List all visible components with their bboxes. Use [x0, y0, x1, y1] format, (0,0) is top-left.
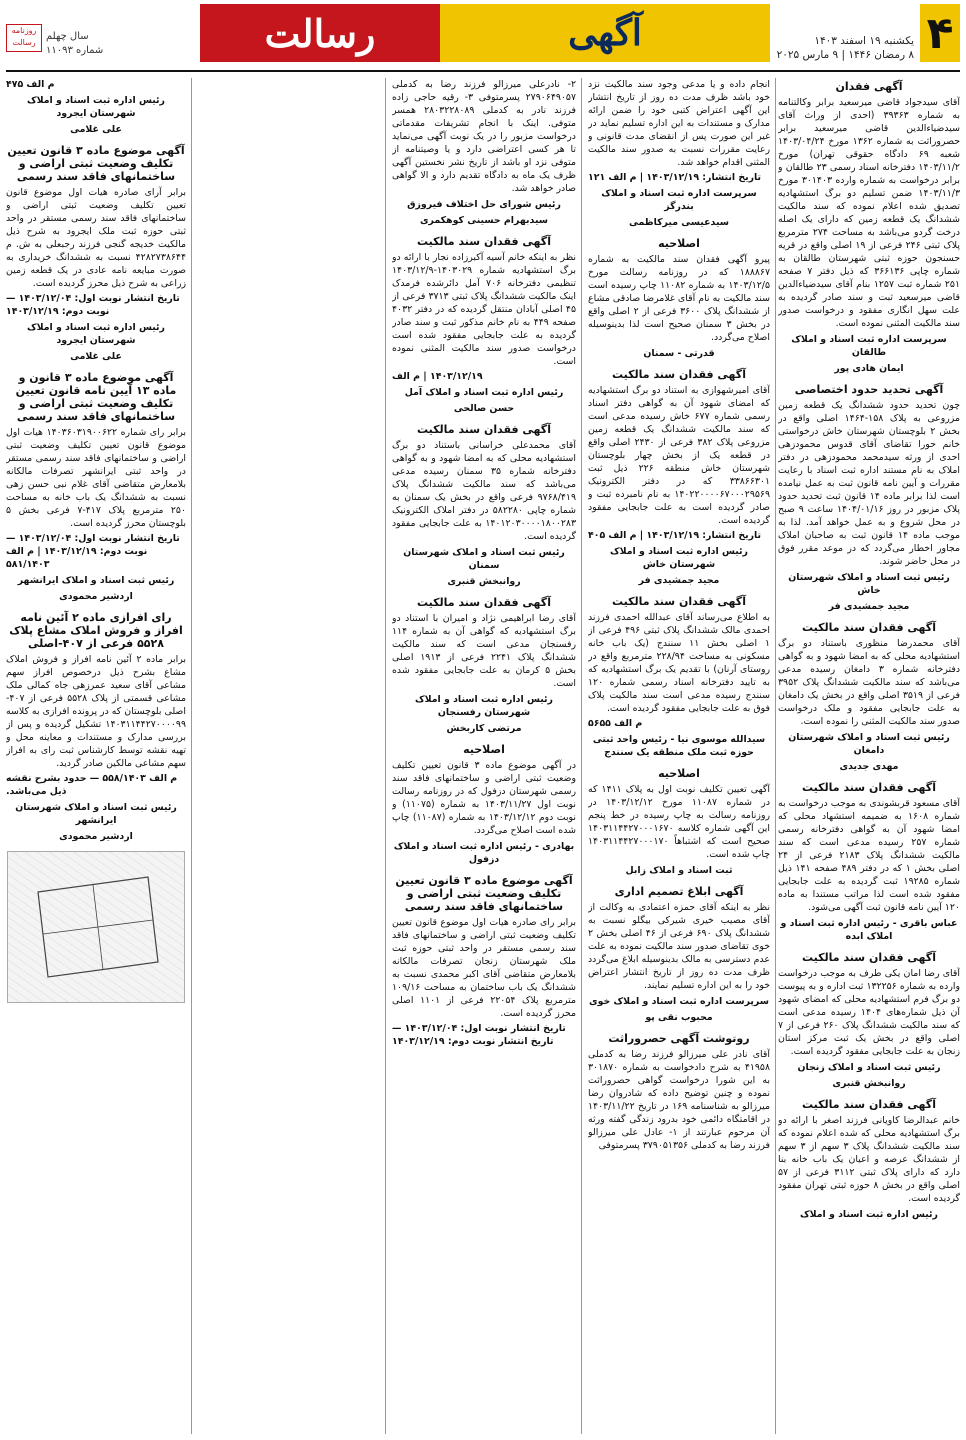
notice: [588, 595, 770, 759]
notice-title: روتوشت آگهی حصروراثت: [608, 1032, 750, 1045]
column-3: [392, 78, 576, 1434]
notice-signer-name: علی غلامی: [70, 124, 122, 135]
notice-signer-name: ایمان هادی پور: [834, 363, 904, 374]
notice: [778, 781, 960, 943]
notice-code: تاریخ انتشار: ۱۴۰۳/۱۲/۱۹ | م الف ۴۰۵: [588, 530, 762, 541]
mini-logo: روزنامه رسالت: [6, 24, 42, 52]
notice-signature: رئیس ثبت اسناد و املاک شهرستان خاش: [788, 572, 950, 596]
notice-signer-name: مجید جمشیدی فر: [828, 601, 910, 612]
notice-body: برابر آرای صادره هیات اول موضوع قانون تعیین تکلیف وضعیت ثبتی اراضی و ساختمانهای فاقد سند رسمی مستقر در واحد ثبتی حوزه ثبت ملک ایجرود به شرح ذیل مالکیت خدیجه گنجی فرزند رجبعلی به ش. م ۴۲۸۲۷۳۸۶۴۴ نسبت به ششدانگ خریداری به صورت مبایعه نامه عادی در یک قطعه زمین زراعی به شرح ذیل محرز گردیده است.: [6, 187, 186, 289]
notice-title: آگهی موضوع ماده ۳ قانون و ماده ۱۳ آیین نامه قانون تعیین تکلیف وضعیت ثبتی اراضی و ساختمانهای فاقد سند رسمی: [15, 371, 177, 423]
notice: [6, 611, 186, 843]
notice-title: آگهی فقدان سند مالکیت: [802, 781, 936, 794]
notice: [392, 596, 576, 735]
notice: [778, 80, 960, 375]
notice-signature: سرپرست اداره ثبت اسناد و املاک خوی: [589, 996, 769, 1007]
notice-signer-name: علی غلامی: [70, 351, 122, 362]
parcel-map-image: [7, 851, 185, 1003]
column-4: [196, 78, 378, 1434]
notice-title: اصلاحیه: [658, 237, 700, 250]
date-block: [777, 34, 914, 62]
notice-body: پیرو آگهی فقدان سند مالکیت به شماره ۱۸۸۸۶۷ که در روزنامه رسالت مورخ ۱۴۰۳/۱۲/۵ به شماره ۱۱۰۸۲ چاپ رسیده است سند مالکیت به نام آقای غلامرضا صادقی مشاع از ششدانگ پلاک ۳۶۰۰ فرعی از ۲ اصلی واقع در بخش ۳ سمنان صحیح است لذا بدینوسیله اصلاح می‌گردد.: [588, 254, 770, 343]
notice-signature: رئیس اداره ثبت اسناد و املاک شهرستان رفسنجان: [415, 694, 553, 718]
notice-title: آگهی فقدان سند مالکیت: [802, 951, 936, 964]
notice-signer-name: سیدبهرام حسینی کوهکمری: [419, 215, 549, 226]
column-separator: [191, 78, 192, 1434]
year-line: سال چهلم: [46, 31, 89, 42]
notice-body: برابر ماده ۲ آئین نامه افراز و فروش املاک مشاع بشرح ذیل درخصوص افراز سهم مشاعی آقای سعید عمرزهی جاه کمالی ملک مشاعی قسمتی از پلاک ۵۵۲۸ فرعی از ۴۰۷-اصلی بلوچستان که در پرونده افرازی به کلاسه ۱۴۰۳۱۱۴۴۲۷۰۰۰۰۹۹ تشکیل گردیده و پس از بررسی مدارک و مستندات و معاینه محل و تهیه نقشه توسط کارشناس ثبت رای به افراز سهم مشاعی مالکین صادر گردید.: [6, 654, 186, 769]
notice-signature: عباس باقری - رئیس اداره ثبت اسناد و املاک ابده: [780, 918, 958, 942]
notice: [392, 78, 576, 227]
notice-signature: رئیس ثبت اسناد و املاک ایرانشهر: [17, 575, 175, 586]
notice-title: آگهی تحدید حدود اختصاصی: [794, 383, 944, 396]
notice-signature: رئیس ثبت اسناد و املاک زنجان: [797, 1062, 941, 1073]
logo-text: رسالت: [264, 10, 376, 56]
notice-title: آگهی موضوع ماده ۳ قانون تعیین تکلیف وضعیت ثبتی اراضی و ساختمانهای فاقد سند رسمی: [395, 874, 573, 913]
notice-signature: بهادری - رئیس اداره ثبت اسناد و املاک دزفول: [393, 841, 575, 865]
column-1: [778, 78, 960, 1434]
notice-signature: رئیس اداره ثبت اسناد و املاک شهرستان ایجرود: [27, 322, 165, 346]
notice: [588, 885, 770, 1024]
notice-signature: رئیس اداره ثبت اسناد و املاک آمل: [404, 387, 564, 398]
column-5: [6, 78, 186, 1434]
notice-title: آگهی فقدان سند مالکیت: [802, 1098, 936, 1111]
section-title: آگهی: [568, 12, 642, 54]
masthead: [0, 0, 966, 72]
notice: [392, 423, 576, 588]
notice-signer-name: مرتضی کاربخش: [446, 723, 522, 734]
notice-signer-name: اردشیر محمودی: [59, 591, 133, 602]
notice-code: تاریخ انتشار نوبت اول: ۱۴۰۳/۱۲/۰۴ — نوبت دوم: ۱۴۰۳/۱۲/۱۹ | م الف ۵۸۱/۱۴۰۳: [6, 533, 180, 570]
notice-title: آگهی ابلاغ تصمیم اداری: [614, 885, 744, 898]
masthead-rule: [6, 70, 960, 72]
section-banner: [440, 4, 770, 62]
notice-signature: رئیس اداره ثبت اسناد و املاک شهرستان خاش: [610, 546, 748, 570]
notice: [392, 743, 576, 866]
notice-signer-name: حسن صالحی: [453, 403, 515, 414]
notice-signature: قدرتی - سمنان: [643, 348, 715, 359]
notice: [588, 78, 770, 229]
notice-title: رای افرازی ماده ۲ آئین نامه افراز و فروش املاک مشاع پلاک ۵۵۲۸ فرعی از ۴۰۷-اصلی: [9, 611, 183, 650]
notice-body: آقای رضا ابراهیمی نژاد و امیران با استناد دو برگ استشهادیه که گواهی آن به شماره ۱۱۴ رفسنجان مدعی است که سند مالکیت ششدانگ پلاک ۲۲۴۱ فرعی از ۱۹۱۳ اصلی بخش ۵ کرمان به علت جابجایی مفقود شده است.: [392, 613, 576, 689]
notice-title: آگهی فقدان سند مالکیت: [417, 235, 551, 248]
notice: [778, 621, 960, 773]
notice-code: ۱۴۰۳/۱۲/۱۹ | م الف: [392, 371, 483, 382]
notice: [6, 371, 186, 603]
notice: [392, 874, 576, 1048]
notice: [392, 235, 576, 415]
notice-signer-name: مجید جمشیدی فر: [638, 575, 720, 586]
notice-title: آگهی فقدان سند مالکیت: [417, 423, 551, 436]
notice-body: نظر به اینکه آقای حمزه اعتمادی به وکالت از آقای مصیب خیری شیرکی بیگلو نسبت به ششدانگ پلاک ۶۹۰ فرعی از ۴۶ اصلی بخش ۲ خوی تقاضای صدور سند مالکیت نموده به علت عدم دسترسی به مالک بدینوسیله ابلاغ می‌گردد ظرف مدت ده روز از تاریخ انتشار اعتراض خود را به این اداره تسلیم نمایند.: [588, 902, 770, 991]
notice-title: آگهی فقدان سند مالکیت: [612, 595, 746, 608]
notice-body: آقای امیرشهوازی به استناد دو برگ استشهادیه که امضای شهود آن به گواهی دفتر اسناد رسمی شماره ۶۷۷ خاش رسیده مدعی است که سند مالکیت ششدانگ یک قطعه زمین مزروعی پلاک ۳۸۲ فرعی از ۲۴۳۰ اصلی واقع در قطعه یک از بخش چهار بلوچستان شهرستان خاش منطقه ۲۲۶ ذیل ثبت ۳۳۸۶۶۳۰۱ که در دفتر الکترونیک ۱۴۰۲۲۰۰۰۰۶۷۰۰۰۲۹۵۶۹ به نام نامبرده ثبت و صادر گردیده است به علت جابجایی مفقود گردیده است.: [588, 385, 770, 526]
notice-title: آگهی فقدان سند مالکیت: [802, 621, 936, 634]
column-2: [588, 78, 770, 1434]
notice-body: در آگهی موضوع ماده ۳ قانون تعیین تکلیف وضعیت ثبتی اراضی و ساختمانهای فاقد سند رسمی شهرستان دزفول که در روزنامه رسالت نوبت اول ۱۴۰۳/۱۱/۲۷ به شماره (۱۱۰۷۵) و نوبت دوم ۱۴۰۳/۱۲/۱۲ به شماره (۱۱۰۸۷) چاپ شده است اصلاح می‌گردد.: [392, 760, 576, 836]
notice-body: چون تحدید حدود ششدانگ یک قطعه زمین مزروعی به پلاک ۱۵۸-۱۴۶۴ اصلی واقع در بخش ۲ بلوچستان شهرستان خاش درخواستی خانم حورا تقاضای آقای قدوس محمودزهی احدی از ورثه سیدمحمد محمودزهی در دفتر املاک به نام مستند اداره ثبت اسناد با رعایت مقررات و آیین نامه قانون ثبت به عمل نیامده است لذا برابر ماده ۱۴ قانون ثبت تحدید حدود پلاک مزبور در روز ۱۴۰۴/۰۱/۱۶ ساعت ۹ صبح در محل شروع و به عمل خواهد آمد. لذا به موجب ماده ۱۴ قانون ثبت به صاحبان املاک مجاور اخطار می‌گردد که در موعد مقرر فوق در محل حاضر شوند.: [778, 400, 960, 567]
notice-body: خانم عبدالرضا کاویانی فرزند اصغر با ارائه دو برگ استشهادیه محلی که شده اعلام نموده که سند مالکیت ششدانگ پلاک ۳ سهم از ۳ سهم از ششدانگ عرصه و اعیان یک باب خانه بنا دارد که دارای پلاک ثبتی ۳۱۱۲ فرعی از ۵۷ اصلی واقع در بخش ۸ حوزه ثبتی تهران مفقود گردیده است.: [778, 1115, 960, 1204]
notice-title: آگهی فقدان: [835, 80, 903, 93]
notice: [588, 767, 770, 877]
notice-title: آگهی فقدان سند مالکیت: [612, 368, 746, 381]
notice: [588, 1032, 770, 1152]
notice-body: آقای محمدعلی خراسانی باستناد دو برگ استشهادیه محلی که به امضا شهود و به گواهی دفترخانه شماره ۳۵ سمنان رسیده مدعی می‌باشد که سند مالکیت ششدانگ پلاک ۹۷۶۸/۴۱۹ فرعی واقع در بخش یک سمنان به شماره چاپی ۵۸۲۲۸۰ در دفتر املاک الکترونیک ۱۴۰۱۲۰۳۰۰۰۰۱۸۰۰۲۸۳ به علت جابجایی مفقود گردیده است.: [392, 440, 576, 542]
notice-signer-name: روانبخش قنبری: [447, 576, 521, 587]
notice-body: ۲- نادرعلی میرزالو فرزند رضا به کدملی ۲۷۹۰۶۴۹۰۵۷ پسرمتوفی ۳- رقیه حاجی زاده فرزند نادر به کدملی ۲۸۰۳۲۲۸۰۸۹ همسر متوفی. اینک با انجام تشریفات مقدماتی درخواست مزبور را در یک نوبت آگهی می‌نماید تا هر کسی اعتراضی دارد و یا وصیتنامه از متوفی نزد او باشد از تاریخ نشر نخستین آگهی ظرف یک ماه به دادگاه تقدیم دارد و الا گواهی صادر خواهد شد.: [392, 79, 576, 194]
notice-body: آقای محمدرضا منظوری باستناد دو برگ استشهادیه محلی که به امضا شهود و به گواهی دفترخانه شماره ۳ دامغان رسیده مدعی می‌باشد که سند مالکیت ششدانگ پلاک ۳۹۵۲ فرعی از ۳۵۱۹ اصلی واقع در بخش یک دامغان به علت جابجایی مفقود و ملک درخواست صدور سند مالکیت المثنی را نموده است.: [778, 638, 960, 727]
notice-signature: رئیس ثبت اسناد و املاک شهرستان سمنان: [403, 547, 565, 571]
notice-signature: سرپرست اداره ثبت اسناد و املاک بندرگز: [601, 188, 757, 212]
notice-code: م الف ۴۷۵: [6, 79, 55, 90]
notice-code: م الف ۵۶۵۵: [588, 718, 643, 729]
notice-signer-name: روانبخش قنبری: [832, 1078, 906, 1089]
notice: [778, 1098, 960, 1221]
notice-body: آقای رضا امان یکی طرف به موجب درخواست وارده به شماره ۱۳۲۲۵۶ ثبت اداره و به پیوست دو برگ فرم استشهادیه محلی که امضای شهود آن ذیل شماره‌های ۱۴۰۴ رسیده مدعی است که سند مالکیت ششدانگ پلاک ۲۶۰ فرعی از ۷ اصلی واقع در بخش یک ثبت مرکز استان زنجان به علت جابجایی مفقود گردیده است.: [778, 968, 960, 1057]
notice-signer-name: اردشیر محمودی: [59, 831, 133, 842]
notice-signature: رئیس شورای حل اختلاف فیروزق: [407, 199, 561, 210]
notice-body: انجام داده و یا مدعی وجود سند مالکیت نزد خود باشد ظرف مدت ده روز از تاریخ انتشار این آگهی اعتراض کتبی خود را ضمن ارائه مدارک و مستندات به این اداره تسلیم نماید در غیر این صورت پس از انقضای مدت قانونی و رعایت مقررات نسبت به صدور سند مالکیت المثنی اقدام خواهد شد.: [588, 79, 770, 168]
notice-signature: رئیس اداره ثبت اسناد و املاک شهرستان ایجرود: [27, 95, 165, 119]
notice-body: نظر به اینکه خانم آسیه آکبرزاده نجار با ارائه دو برگ استشهادیه شماره ۱۴۰۳۰۲۹-۱۴۰۳/۱۲/۹ تنظیمی دفترخانه ۷۰۶ آمل دائرشده فرمدک اینک مالکیت ششدانگ پلاک ثبتی ۳۷۱۳ فرعی از ۴۵ اصلی آبادان منتقل گردیده که در دفتر ۴۰۳۲ صفحه ۴۴۹ به نام خانم مذکور ثبت و سند صادر گردیده به علت جابجایی مفقود شده است درخواست صدور سند مالکیت المثنی نموده است.: [392, 252, 576, 367]
notice: [778, 383, 960, 613]
notice-code: تاریخ انتشار نوبت اول: ۱۴۰۳/۱۲/۰۴ — تاریخ انتشار نوبت دوم: ۱۴۰۳/۱۲/۱۹: [392, 1023, 566, 1047]
notice-body: آقای سیدجواد قاضی میرسعید برابر وکالتنامه به شماره ۳۹۳۶۳ (احدی از وراث آقای سیدضیاءالدین قاضی میرسعید برابر حصروراثت به شماره ۱۳۶۲ مورخ ۱۴۰۳/۰۴/۲۴ شعبه ۶۹ دادگاه حقوقی تهران) مورخ ۱۴۰۳/۱۱/۲ دفترخانه اسناد رسمی ۲۳ طالقان و برابر درخواست به شماره وارده ۳۰۱۴۰۳ مورخ ۱۴۰۳/۱۱/۳ ضمن تسلیم دو برگ استشهادیه تصدیق شده اعلام نموده که سند مالکیت ششدانگ یک قطعه زمین که دارای یک اصله درخت گردو می‌باشد به مساحت ۲۷۴ مترمربع پلاک ثبتی ۲۴۶ فرعی از ۱۹ اصلی واقع در قریه حسنجون حوزه ثبتی شهرستان طالقان به شماره چاپی ۳۶۶۱۳۶ که ذیل دفتر ۷ صفحه ۲۵۱ شماره ثبت ۱۲۵۷ بنام آقای سیدضیاءالدین قاضی میرسعید ثبت و سند صادر گردیده به علت سهل انگاری مفقود و درخواست صدور سند مالکیت المثنی نموده است.: [778, 97, 960, 329]
notice-signature: سیدالله موسوی نیا - رئیس واحد ثبتی حوزه ثبت ملک منطقه یک سنندج: [592, 734, 766, 758]
notice: [588, 368, 770, 587]
notice-title: اصلاحیه: [658, 767, 700, 780]
notice-title: آگهی فقدان سند مالکیت: [417, 596, 551, 609]
notice-signer-name: محبوب نقی پو: [645, 1012, 713, 1023]
notice-body: آقای مسعود قربشوندی به موجب درخواست به شماره ۱۶۰۸ به ضمیمه استشهاد محلی که امضا شهود آن به گواهی دفترخانه رسمی شماره ۲۵۷ رسیده مدعی است که سند مالکیت ششدانگ پلاک ۲۱۸۳ فرعی از ۲۴ اصلی بخش ۱ که در دفتر ۴۸۹ صفحه ۱۴۱ ذیل شماره ۱۹۲۸۵ ثبت گردیده به علت جابجایی مفقود شده است لذا مراتب مستندا به ماده ۱۲۰ آیین نامه قانون ثبت آگهی می‌شود.: [778, 798, 960, 913]
notice-signature: سرپرست اداره ثبت اسناد و املاک طالقان: [791, 334, 947, 358]
notice-signer-name: مهدی جدیدی: [839, 761, 899, 772]
notice-body: برابر رای صادره هیات اول موضوع قانون تعیین تکلیف وضعیت ثبتی اراضی و ساختمانهای فاقد سند رسمی مستقر در واحد ثبتی حوزه ثبت ملک شهرستان زنجان تصرفات مالکانه بلامعارض متقاضی آقای اکبر محمدی نسبت به ششدانگ یک باب ساختمان به مساحت ۱۰۹/۱۶ مترمربع پلاک ۲۲۰۵۴ فرعی از ۱۱۰۱ اصلی محرز گردیده است.: [392, 917, 576, 1019]
notice-title: اصلاحیه: [463, 743, 505, 756]
newspaper-logo: [200, 4, 440, 62]
notice-code: م الف ۵۵۸/۱۴۰۳ — حدود بشرح نقشه ذیل می‌باشد.: [6, 773, 178, 797]
notice-signature: ثبت اسناد و املاک زابل: [625, 865, 733, 876]
issue-line: شماره ۱۱۰۹۳: [46, 45, 104, 56]
notice-signature: رئیس ثبت اسناد و املاک شهرستان دامغان: [788, 732, 950, 756]
column-separator: [775, 78, 776, 1434]
column-separator: [385, 78, 386, 1434]
notice-body: برابر رای شماره ۱۴۰۳۶۰۳۱۹۰۰۶۲۲ هیات اول موضوع قانون تعیین تکلیف وضعیت ثبتی اراضی و ساختمانهای فاقد سند رسمی مستقر در واحد ثبتی ایرانشهر تصرفات مالکانه بلامعارض متقاضی آقای غلام نبی حسن زهی نسبت به ششدانگ یک باب خانه به مساحت ۲۵۰ مترمربع پلاک ۴۱۷-۷ فرعی بخش ۵ بلوچستان محرز گردیده است.: [6, 427, 186, 529]
column-separator: [581, 78, 582, 1434]
notice: [6, 144, 186, 363]
notice-body: آگهی تعیین تکلیف نوبت اول به پلاک ۱۴۱۱ که در شماره ۱۱۰۸۷ مورخ ۱۴۰۳/۱۲/۱۲ در روزنامه رسالت به چاپ رسیده در خط پنجم این آگهی شماره کلاسه ۱۴۰۳۱۱۴۴۲۷۰۰۰۱۶۷۰ صحیح است که اشتباهاً ۱۴۰۳۱۱۴۴۲۷۰۰۰۱۷۰ چاپ شده است.: [588, 784, 770, 860]
notice-code: تاریخ انتشار نوبت اول: ۱۴۰۳/۱۲/۰۴ — نوبت دوم: ۱۴۰۳/۱۲/۱۹: [6, 293, 180, 317]
page-number: ۴: [920, 4, 960, 62]
date-line-1: یکشنبه ۱۹ اسفند ۱۴۰۳: [814, 35, 914, 47]
notice-code: تاریخ انتشار: ۱۴۰۳/۱۲/۱۹ | م الف ۱۲۱: [588, 172, 762, 183]
notice-signature: رئیس اداره ثبت اسناد و املاک: [800, 1209, 938, 1220]
notice-title: آگهی موضوع ماده ۳ قانون تعیین تکلیف وضعیت ثبتی اراضی و ساختمانهای فاقد سند رسمی: [7, 144, 185, 183]
notice-body: به اطلاع می‌رساند آقای عبدالله احمدی فرزند احمدی مالک ششدانگ پلاک ثبتی ۴۹۶ فرعی از ۱ اصلی بخش ۱۱ سنندج (یک باب خانه مسکونی به مساحت ۲۲۸/۹۴ مترمربع واقع در روستای آرنان) با تقدیم یک برگ استشهادیه که به تایید دفترخانه اسناد رسمی شماره ۱۲۰ سنندج رسیده مدعی است سند مالکیت پلاک فوق به علت جابجایی مفقود گردیده است.: [588, 612, 770, 714]
notice-signer-name: سیدعیسی میرکاظمی: [628, 217, 730, 228]
date-line-2: ۸ رمضان ۱۴۴۶ | ۹ مارس ۲۰۲۵: [776, 49, 914, 61]
notice: [778, 951, 960, 1090]
notice-body: آقای نادر علی میرزالو فرزند رضا به کدملی ۴۱۹۵۸ به شرح دادخواست به شماره ۳۰۱۸۷۰ به این شورا درخواست گواهی حصروراثت نموده و چنین توضیح داده که شادروان رضا میرزالو به شناسنامه ۱۶۹ در تاریخ ۱۴۰۳/۱۱/۲۲ در اقامتگاه دائمی خود بدرود زندگی گفته ورثه آن مرحوم عبارتند از ۱- عادل علی میرزالو فرزند رضا به کدملی ۳۷۹۰۵۱۳۵۶ پسرمتوفی: [588, 1049, 770, 1151]
notice: [588, 237, 770, 360]
notice-signature: رئیس ثبت اسناد و املاک شهرستان ایرانشهر: [15, 802, 177, 826]
notice: [6, 78, 186, 136]
issue-info: [46, 30, 103, 58]
